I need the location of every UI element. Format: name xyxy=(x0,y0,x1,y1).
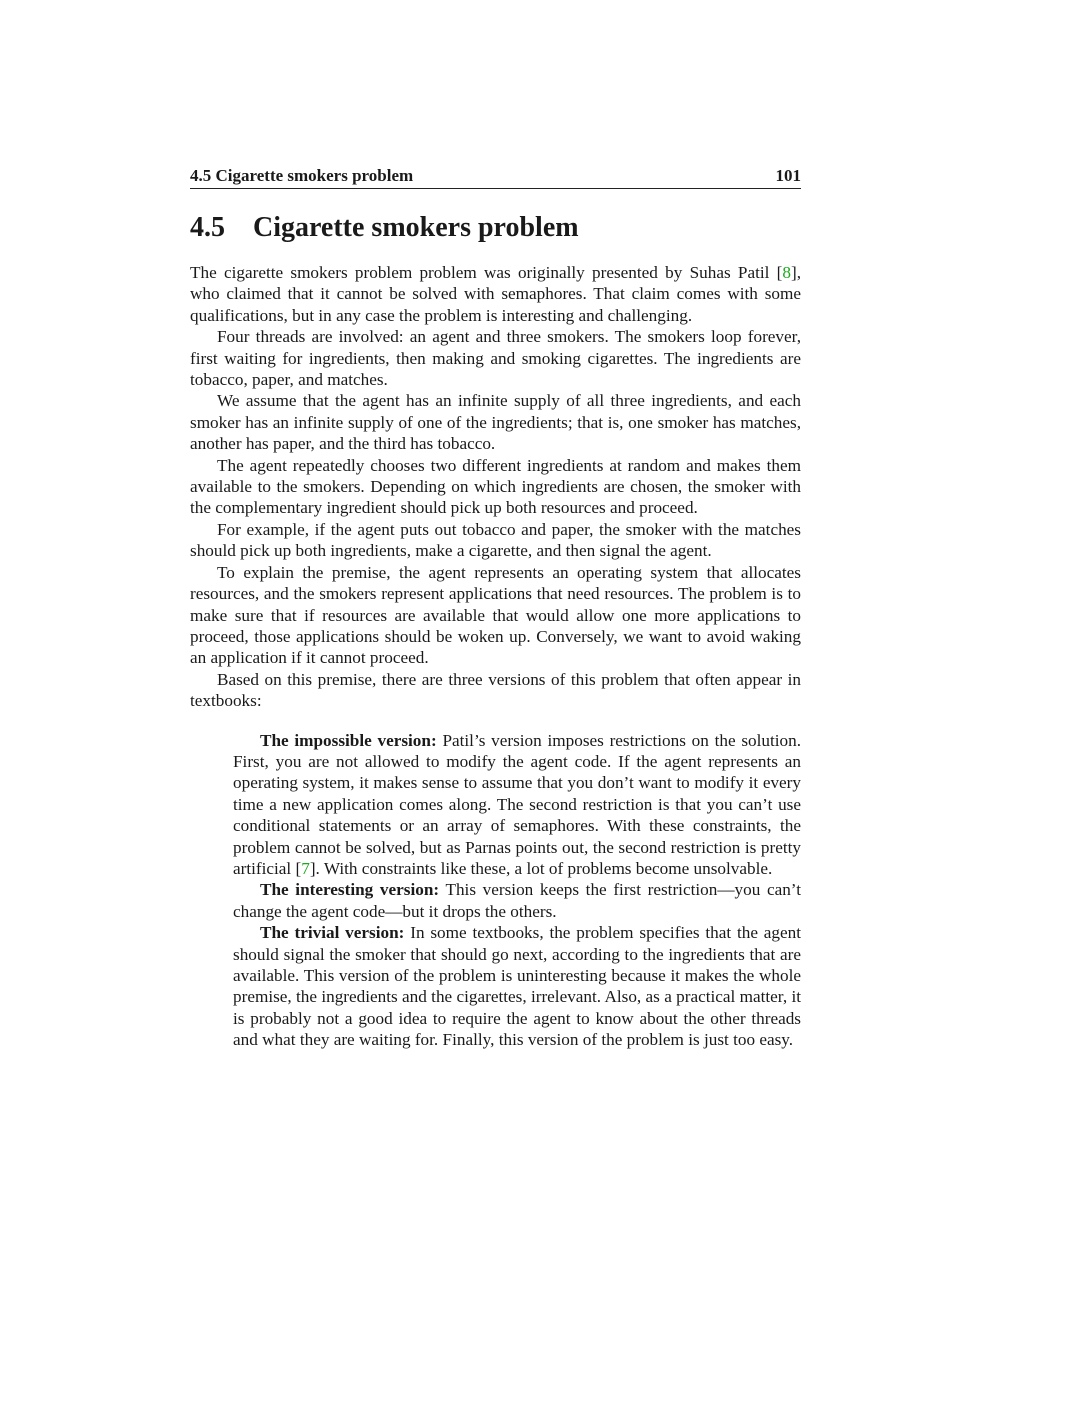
version-trivial xyxy=(190,922,801,1050)
section-heading xyxy=(190,212,579,244)
running-header xyxy=(190,166,801,189)
paragraph-premise: To explain the premise, the agent represents an operating system that allocates resources, and the smokers represent applications that need resources. The problem is to make sure that if resources are available that would allow one more applications to proceed, those applications should be woken up. Conversely, we want to avoid waking an application if it cannot proceed. xyxy=(190,562,801,668)
paragraph-versions-intro: Based on this premise, there are three versions of this problem that often appear in textbooks: xyxy=(190,669,801,711)
page-number: 101 xyxy=(775,166,801,185)
version-text: This version keeps the first restriction—you can’t change the agent code—but it drops the others. xyxy=(233,880,801,921)
version-term: The impossible version: xyxy=(260,730,437,750)
versions-list xyxy=(190,730,801,1051)
paragraph-intro xyxy=(190,262,801,326)
body-text xyxy=(190,262,801,1051)
running-header-section: 4.5 Cigarette smokers problem xyxy=(190,166,414,185)
version-text: ]. With constraints like these, a lot of problems become unsolvable. xyxy=(309,858,773,878)
paragraph-text: ], who claimed that it cannot be solved with semaphores. That claim comes with some qualifications, but in any case the problem is interesting and challenging. xyxy=(190,263,801,325)
version-interesting xyxy=(190,879,801,922)
paragraph-agent: The agent repeatedly chooses two different ingredients at random and makes them available to the smokers. Depending on which ingredients are chosen, the smoker with the complementary ingredient should pick up both resources and proceed. xyxy=(190,455,801,518)
section-number: 4.5 xyxy=(190,212,225,243)
paragraph-text: The cigarette smokers problem problem was originally presented by Suhas Patil [ xyxy=(190,263,783,282)
version-term: The interesting version: xyxy=(260,880,440,900)
version-text: In some textbooks, the problem specifies that the agent should signal the smoker that should go next, according to the ingredients that are available. This version of the problem is uninteresting because it makes the whole premise, the ingredients and the cigarettes, irrelevant. Also, as a practical matter, it is probably not a good idea to require the agent to know about the other threads and what they are waiting for. Finally, this version of the problem is just too easy. xyxy=(233,923,801,1050)
version-term: The trivial version: xyxy=(260,923,405,943)
version-text: Patil’s version imposes restrictions on the solution. First, you are not allowed to modify the agent code. If the agent represents an operating system, it makes sense to assume that you don’t want to modify it every time a new application comes along. The second restriction is that you can’t use conditional statements or an array of semaphores. With these constraints, the problem cannot be solved, but as Parnas points out, the second restriction is pretty artificial [ xyxy=(233,730,802,878)
citation-link[interactable]: 8 xyxy=(782,263,791,282)
citation-link[interactable]: 7 xyxy=(301,858,310,878)
paragraph-example: For example, if the agent puts out tobacco and paper, the smoker with the matches should pick up both ingredients, make a cigarette, and then signal the agent. xyxy=(190,519,801,561)
paragraph-threads: Four threads are involved: an agent and three smokers. The smokers loop forever, first waiting for ingredients, then making and smoking cigarettes. The ingredients are tobacco, paper, and matches. xyxy=(190,327,801,390)
section-title: Cigarette smokers problem xyxy=(253,212,579,243)
version-impossible xyxy=(190,730,801,880)
paragraph-supply: We assume that the agent has an infinite supply of all three ingredients, and each smoker has an infinite supply of one of the ingredients; that is, one smoker has matches, another has paper, and the third has tobacco. xyxy=(190,391,801,454)
